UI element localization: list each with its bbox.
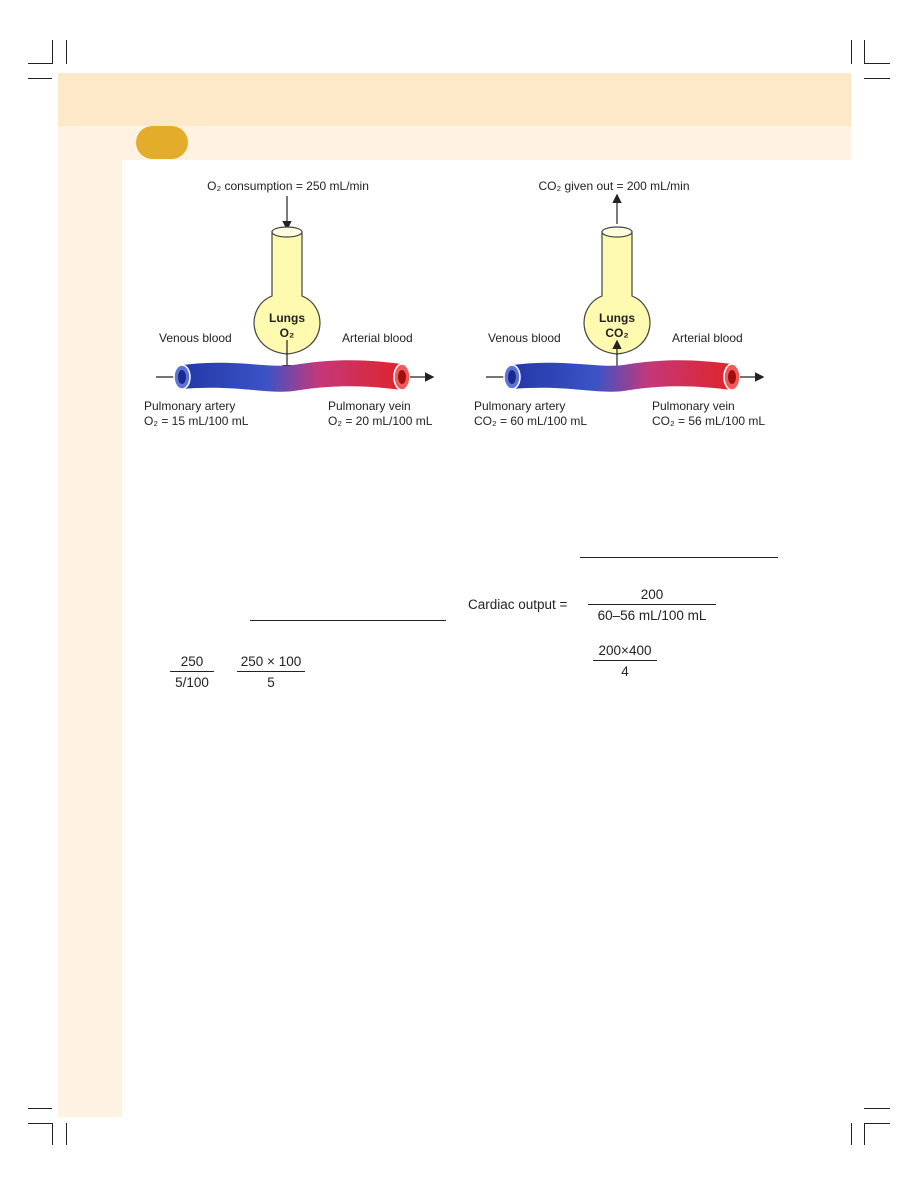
- header-band: [58, 73, 851, 126]
- vessel-lumen-arterial: [728, 370, 736, 384]
- fick-step1-fraction: [170, 654, 214, 690]
- venous-blood-label: Venous blood: [159, 331, 232, 345]
- pulmonary-artery-co2-value: CO₂ = 60 mL/100 mL: [474, 414, 588, 428]
- figure-co2-output: [470, 172, 788, 434]
- fraction-denominator: 5/100: [175, 675, 209, 690]
- answer-blank-line: [250, 620, 446, 621]
- fick-step2-fraction: [237, 654, 305, 690]
- crop-mark: [864, 1123, 865, 1145]
- flask-mouth: [272, 227, 302, 237]
- o2-consumption-label: O₂ consumption = 250 mL/min: [207, 179, 369, 193]
- lungs-label: Lungs: [269, 311, 305, 325]
- crop-mark: [864, 63, 890, 64]
- vessel-lumen-arterial: [398, 370, 406, 384]
- lungs-gas-label: O₂: [279, 326, 295, 340]
- arterial-blood-label: Arterial blood: [342, 331, 413, 345]
- section-pill-badge: [136, 126, 188, 159]
- pulmonary-vein-label: Pulmonary vein: [652, 399, 735, 413]
- crop-mark: [851, 40, 852, 64]
- crop-mark: [66, 1123, 67, 1145]
- crop-mark: [864, 78, 890, 79]
- figure-o2-consumption: [140, 172, 450, 434]
- fraction-numerator: 200: [588, 587, 716, 605]
- crop-mark: [66, 40, 67, 64]
- crop-mark: [52, 1123, 53, 1145]
- crop-mark: [52, 40, 53, 64]
- crop-mark: [864, 40, 865, 64]
- crop-mark: [28, 63, 52, 64]
- pulmonary-artery-o2-value: O₂ = 15 mL/100 mL: [144, 414, 249, 428]
- cardiac-output-fraction: [588, 587, 716, 623]
- fraction-denominator: 60–56 mL/100 mL: [597, 608, 707, 623]
- fraction-numerator: 250 × 100: [237, 654, 305, 672]
- lungs-gas-label: CO₂: [605, 326, 629, 340]
- lungs-label: Lungs: [599, 311, 635, 325]
- pulmonary-artery-label: Pulmonary artery: [144, 399, 236, 413]
- crop-mark: [28, 78, 52, 79]
- pulmonary-artery-label: Pulmonary artery: [474, 399, 566, 413]
- fraction-numerator: 200×400: [593, 643, 657, 661]
- fraction-denominator: 5: [267, 675, 275, 690]
- pulmonary-vein-co2-value: CO₂ = 56 mL/100 mL: [652, 414, 766, 428]
- fraction-denominator: 4: [621, 664, 629, 679]
- pulmonary-vein-o2-value: O₂ = 20 mL/100 mL: [328, 414, 433, 428]
- crop-mark: [28, 1123, 52, 1124]
- fraction-numerator: 250: [170, 654, 214, 672]
- venous-blood-label: Venous blood: [488, 331, 561, 345]
- crop-mark: [864, 1108, 890, 1109]
- flask-mouth: [602, 227, 632, 237]
- cardiac-output-label: Cardiac output =: [468, 597, 568, 612]
- crop-mark: [864, 1123, 890, 1124]
- side-margin: [58, 160, 122, 1117]
- answer-blank-line: [580, 557, 778, 558]
- co2-given-out-label: CO₂ given out = 200 mL/min: [538, 179, 690, 193]
- crop-mark: [28, 1108, 52, 1109]
- blood-vessel: [512, 360, 732, 392]
- arterial-blood-label: Arterial blood: [672, 331, 743, 345]
- blood-vessel: [182, 360, 402, 392]
- pulmonary-vein-label: Pulmonary vein: [328, 399, 411, 413]
- cardiac-output-step-fraction: [593, 643, 657, 679]
- vessel-lumen-venous: [178, 370, 186, 384]
- vessel-lumen-venous: [508, 370, 516, 384]
- crop-mark: [851, 1123, 852, 1145]
